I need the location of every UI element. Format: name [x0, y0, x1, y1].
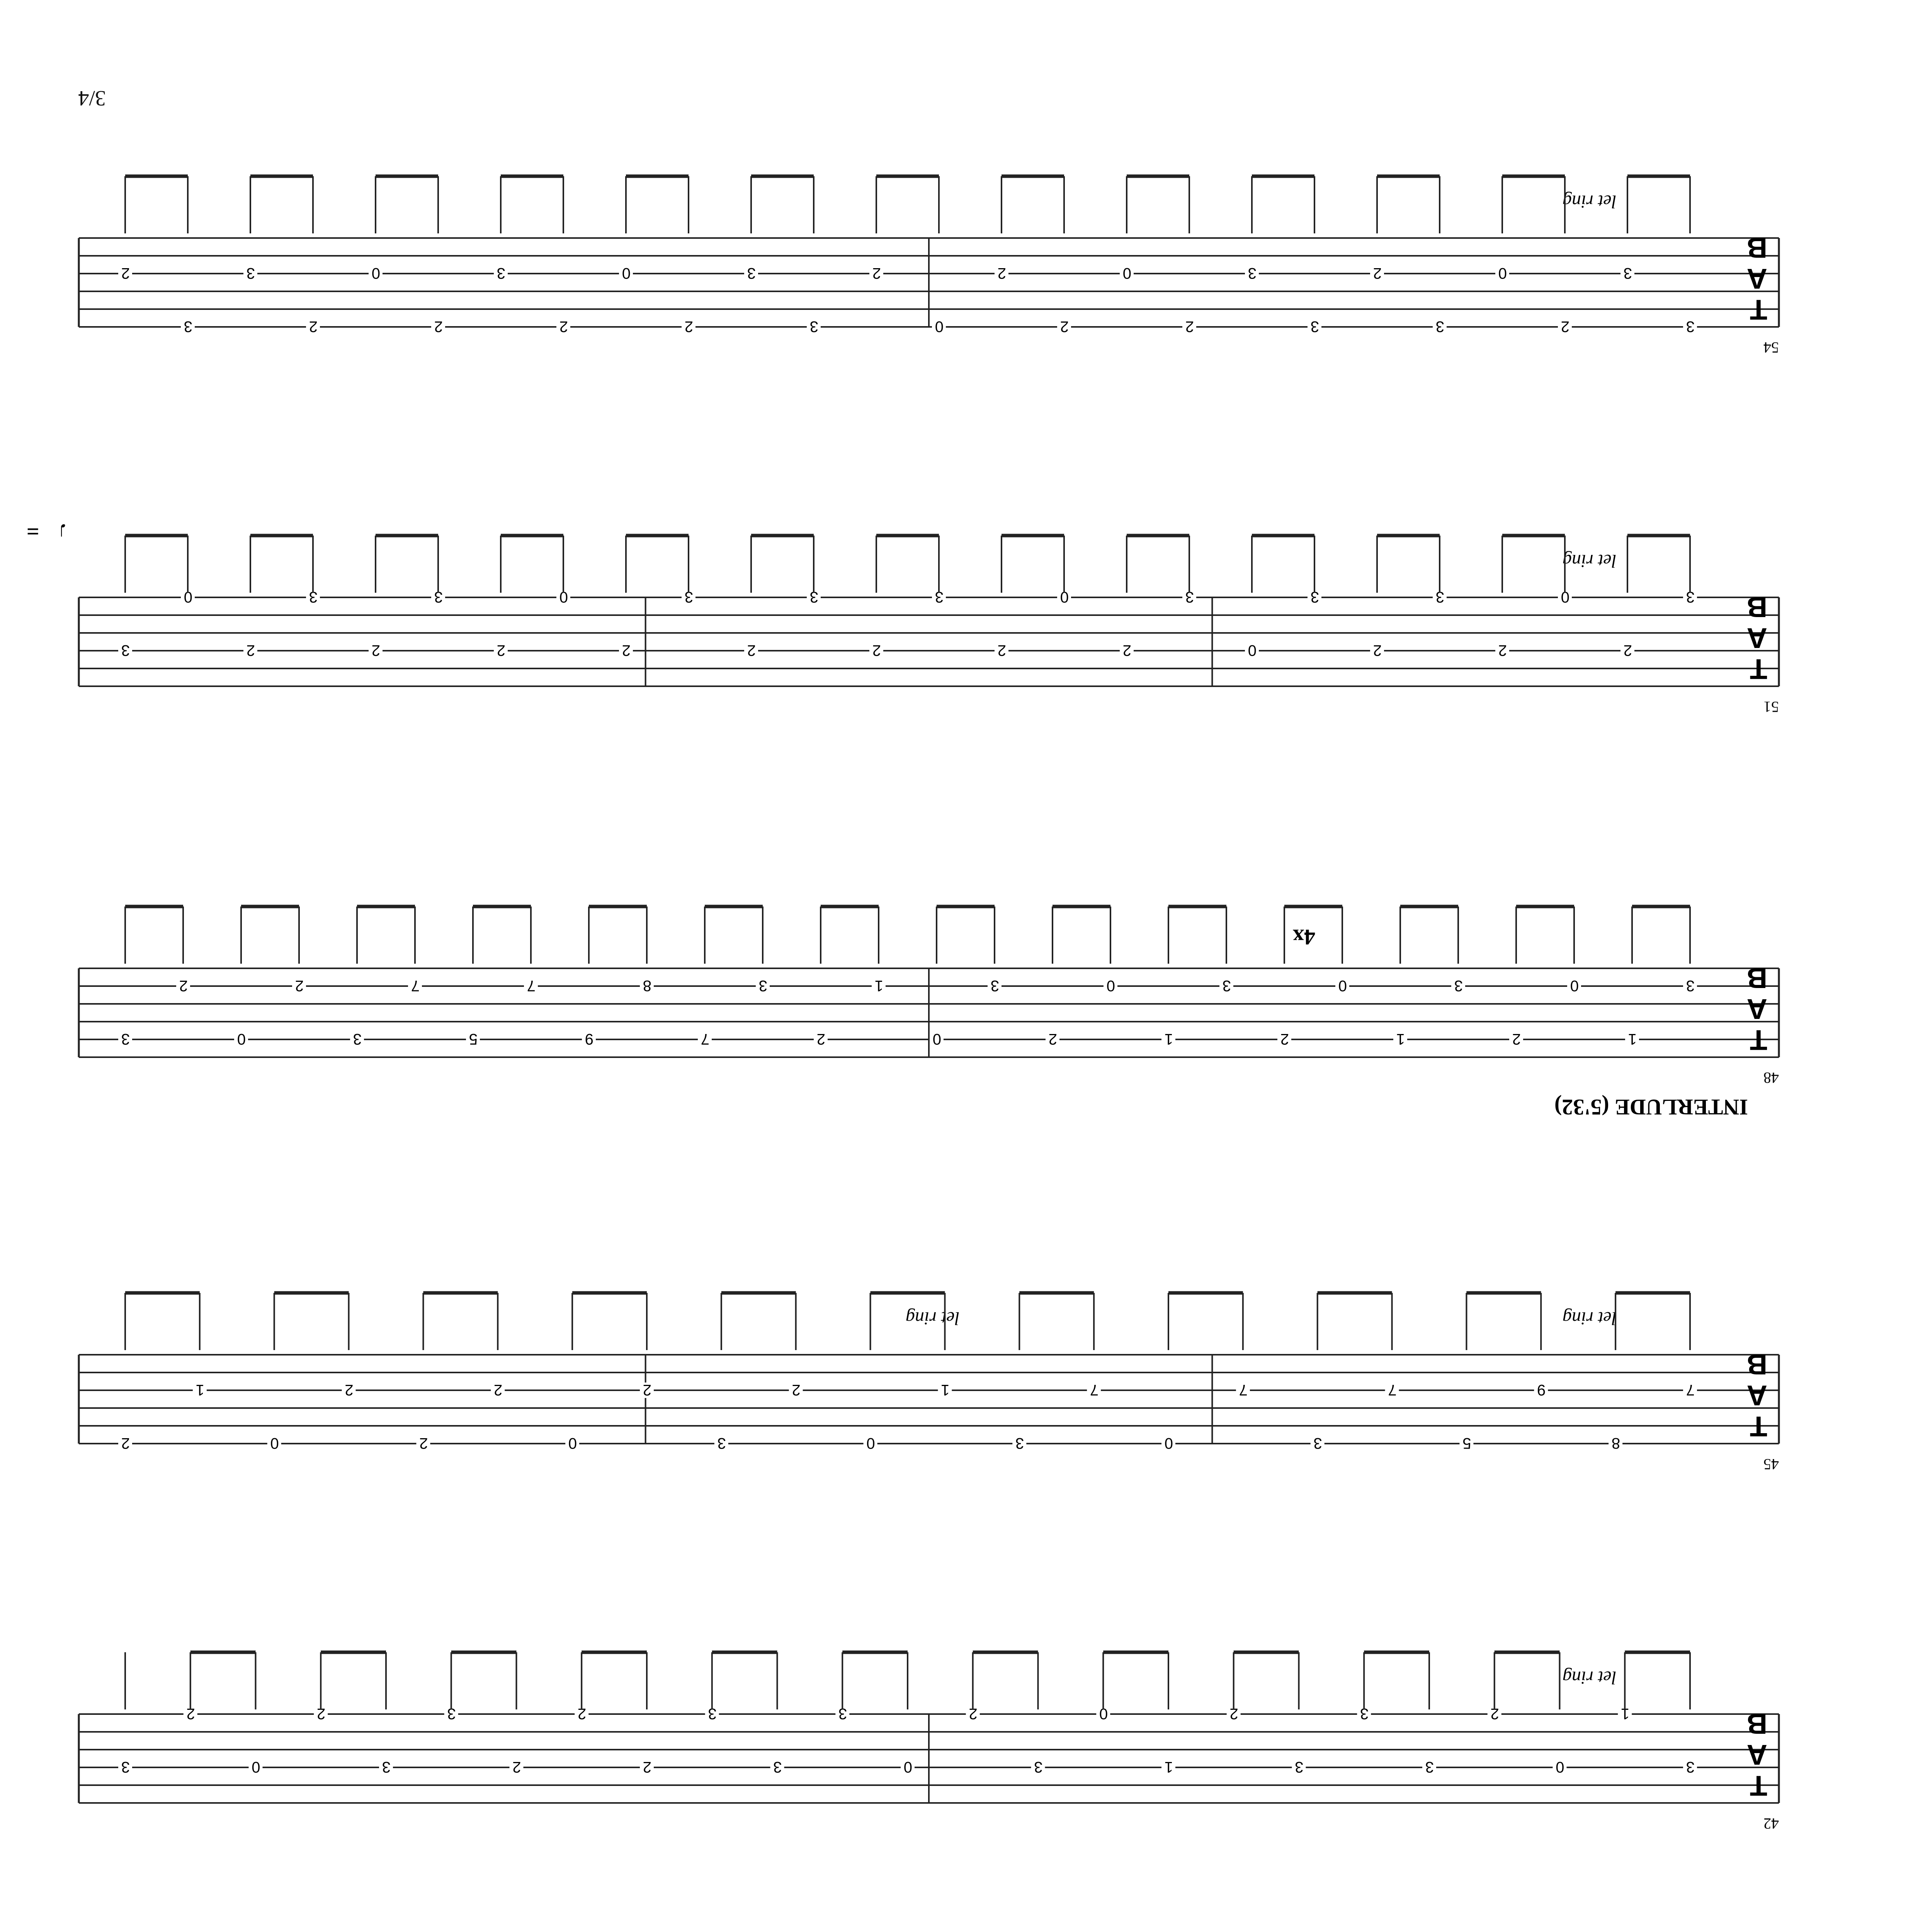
fret-number: 0 [1556, 1759, 1564, 1776]
fret-number: 0 [866, 1435, 875, 1452]
fret-number: 0 [1570, 977, 1579, 994]
fret-number: 7 [1090, 1381, 1099, 1398]
fret-number: 3 [246, 265, 255, 282]
fret-number: 7 [1686, 1381, 1695, 1398]
measure-number: 45 [1763, 1456, 1779, 1473]
fret-number: 2 [179, 977, 188, 994]
fret-number: 0 [932, 1031, 941, 1048]
fret-number: 0 [1164, 1435, 1173, 1452]
tab-clef-letter: B [1746, 1708, 1767, 1740]
tempo-marking: ♩ = [26, 519, 67, 544]
fret-number: 0 [237, 1031, 246, 1048]
fret-number: 2 [494, 1381, 503, 1398]
fret-number: 3 [758, 977, 767, 994]
fret-number: 2 [345, 1381, 354, 1398]
fret-number: 0 [1561, 588, 1569, 605]
fret-number: 3 [747, 265, 756, 282]
fret-number: 2 [816, 1031, 825, 1048]
fret-number: 2 [997, 265, 1006, 282]
fret-number: 2 [1512, 1031, 1521, 1048]
fret-number: 2 [186, 1705, 195, 1722]
fret-number: 3 [1454, 977, 1463, 994]
fret-number: 1 [1164, 1031, 1173, 1048]
fret-number: 3 [809, 318, 818, 335]
fret-number: 2 [295, 977, 304, 994]
tab-clef-letter: B [1746, 962, 1767, 994]
fret-number: 3 [1435, 318, 1444, 335]
fret-number: 2 [121, 265, 130, 282]
tab-clef-letter: A [1746, 993, 1767, 1025]
let-ring-marking: let ring [1563, 191, 1617, 212]
fret-number: 3 [382, 1759, 391, 1776]
fret-number: 0 [270, 1435, 279, 1452]
fret-number: 3 [990, 977, 999, 994]
fret-number: 3 [684, 588, 693, 605]
fret-number: 2 [1373, 642, 1382, 659]
fret-number: 2 [1280, 1031, 1289, 1048]
fret-number: 0 [903, 1759, 912, 1776]
fret-number: 5 [469, 1031, 478, 1048]
tab-clef-letter: T [1750, 1024, 1767, 1056]
fret-number: 3 [434, 588, 443, 605]
fret-number: 3 [708, 1705, 717, 1722]
fret-number: 0 [1099, 1705, 1108, 1722]
tab-clef-letter: B [1746, 232, 1767, 264]
fret-number: 2 [497, 642, 505, 659]
fret-number: 1 [874, 977, 883, 994]
fret-number: 3 [121, 1031, 130, 1048]
fret-number: 2 [684, 318, 693, 335]
fret-number: 2 [371, 642, 380, 659]
fret-number: 2 [622, 642, 631, 659]
fret-number: 2 [1229, 1705, 1238, 1722]
let-ring-marking: let ring [1563, 551, 1617, 571]
fret-number: 0 [252, 1759, 260, 1776]
fret-number: 2 [1561, 318, 1569, 335]
tab-clef-letter: A [1746, 1739, 1767, 1771]
repeat-count: 4x [1293, 925, 1315, 950]
fret-number: 7 [1239, 1381, 1248, 1398]
tab-clef-letter: T [1750, 294, 1767, 326]
section-annotation: INTERLUDE (5'32) [1554, 1095, 1748, 1120]
fret-number: 2 [578, 1705, 587, 1722]
fret-number: 3 [717, 1435, 726, 1452]
fret-number: 7 [527, 977, 536, 994]
let-ring-marking: let ring [1563, 1667, 1617, 1688]
fret-number: 3 [1686, 977, 1695, 994]
fret-number: 2 [1048, 1031, 1057, 1048]
fret-number: 2 [121, 1435, 130, 1452]
fret-number: 3 [1425, 1759, 1434, 1776]
fret-number: 1 [1164, 1759, 1173, 1776]
fret-number: 0 [622, 265, 631, 282]
measure-number: 54 [1763, 339, 1779, 356]
fret-number: 3 [1435, 588, 1444, 605]
fret-number: 9 [585, 1031, 593, 1048]
fret-number: 3 [1034, 1759, 1043, 1776]
fret-number: 2 [872, 642, 881, 659]
fret-number: 2 [997, 642, 1006, 659]
fret-number: 2 [246, 642, 255, 659]
tab-clef-letter: A [1746, 1379, 1767, 1412]
fret-number: 7 [411, 977, 420, 994]
tab-clef-letter: B [1746, 591, 1767, 623]
fret-number: 0 [1122, 265, 1131, 282]
measure-number: 42 [1763, 1815, 1779, 1832]
fret-number: 3 [1686, 318, 1695, 335]
fret-number: 2 [747, 642, 756, 659]
fret-number: 0 [1498, 265, 1507, 282]
fret-number: 2 [969, 1705, 978, 1722]
fret-number: 3 [1310, 318, 1319, 335]
fret-number: 0 [935, 318, 944, 335]
tab-clef-letter: T [1750, 653, 1767, 685]
page-number: 3/4 [78, 86, 106, 110]
fret-number: 2 [1490, 1705, 1499, 1722]
fret-number: 3 [935, 588, 944, 605]
fret-number: 2 [559, 318, 568, 335]
fret-number: 3 [773, 1759, 782, 1776]
fret-number: 0 [1106, 977, 1115, 994]
fret-number: 3 [1310, 588, 1319, 605]
fret-number: 2 [643, 1381, 651, 1398]
fret-number: 3 [838, 1705, 847, 1722]
fret-number: 0 [371, 265, 380, 282]
fret-number: 7 [1388, 1381, 1397, 1398]
measure-number: 51 [1763, 698, 1779, 716]
fret-number: 3 [1222, 977, 1231, 994]
fret-number: 3 [309, 588, 318, 605]
fret-number: 2 [434, 318, 443, 335]
fret-number: 3 [184, 318, 192, 335]
fret-number: 3 [1686, 1759, 1695, 1776]
tab-clef-letter: T [1750, 1770, 1767, 1802]
fret-number: 2 [1060, 318, 1069, 335]
fret-number: 1 [1621, 1705, 1630, 1722]
fret-number: 0 [1060, 588, 1069, 605]
fret-number: 0 [1248, 642, 1257, 659]
fret-number: 0 [568, 1435, 577, 1452]
fret-number: 0 [1338, 977, 1347, 994]
fret-number: 3 [1360, 1705, 1369, 1722]
tab-clef-letter: A [1746, 622, 1767, 654]
fret-number: 0 [184, 588, 192, 605]
measure-number: 48 [1763, 1069, 1779, 1087]
fret-number: 3 [1313, 1435, 1322, 1452]
fret-number: 3 [1015, 1435, 1024, 1452]
tab-clef-letter: A [1746, 263, 1767, 295]
let-ring-marking: let ring [1563, 1308, 1617, 1328]
fret-number: 9 [1537, 1381, 1546, 1398]
fret-number: 3 [1295, 1759, 1304, 1776]
fret-number: 2 [643, 1759, 651, 1776]
fret-number: 3 [353, 1031, 362, 1048]
fret-number: 1 [941, 1381, 950, 1398]
fret-number: 3 [121, 1759, 130, 1776]
fret-number: 1 [1396, 1031, 1405, 1048]
fret-number: 2 [317, 1705, 326, 1722]
fret-number: 2 [309, 318, 318, 335]
fret-number: 2 [419, 1435, 428, 1452]
fret-number: 3 [1623, 265, 1632, 282]
fret-number: 2 [1185, 318, 1194, 335]
fret-number: 3 [1686, 588, 1695, 605]
fret-number: 1 [1628, 1031, 1637, 1048]
fret-number: 2 [792, 1381, 801, 1398]
fret-number: 3 [1185, 588, 1194, 605]
fret-number: 2 [872, 265, 881, 282]
fret-number: 2 [1373, 265, 1382, 282]
fret-number: 7 [701, 1031, 709, 1048]
fret-number: 0 [559, 588, 568, 605]
tab-clef-letter: B [1746, 1349, 1767, 1381]
fret-number: 3 [809, 588, 818, 605]
fret-number: 3 [497, 265, 505, 282]
fret-number: 8 [1611, 1435, 1620, 1452]
fret-number: 5 [1462, 1435, 1471, 1452]
fret-number: 3 [447, 1705, 456, 1722]
tab-clef-letter: T [1750, 1410, 1767, 1442]
fret-number: 3 [1248, 265, 1257, 282]
fret-number: 1 [196, 1381, 204, 1398]
fret-number: 8 [643, 977, 651, 994]
let-ring-marking: let ring [906, 1308, 960, 1328]
fret-number: 2 [512, 1759, 521, 1776]
fret-number: 3 [121, 642, 130, 659]
fret-number: 2 [1122, 642, 1131, 659]
fret-number: 2 [1498, 642, 1507, 659]
fret-number: 2 [1623, 642, 1632, 659]
